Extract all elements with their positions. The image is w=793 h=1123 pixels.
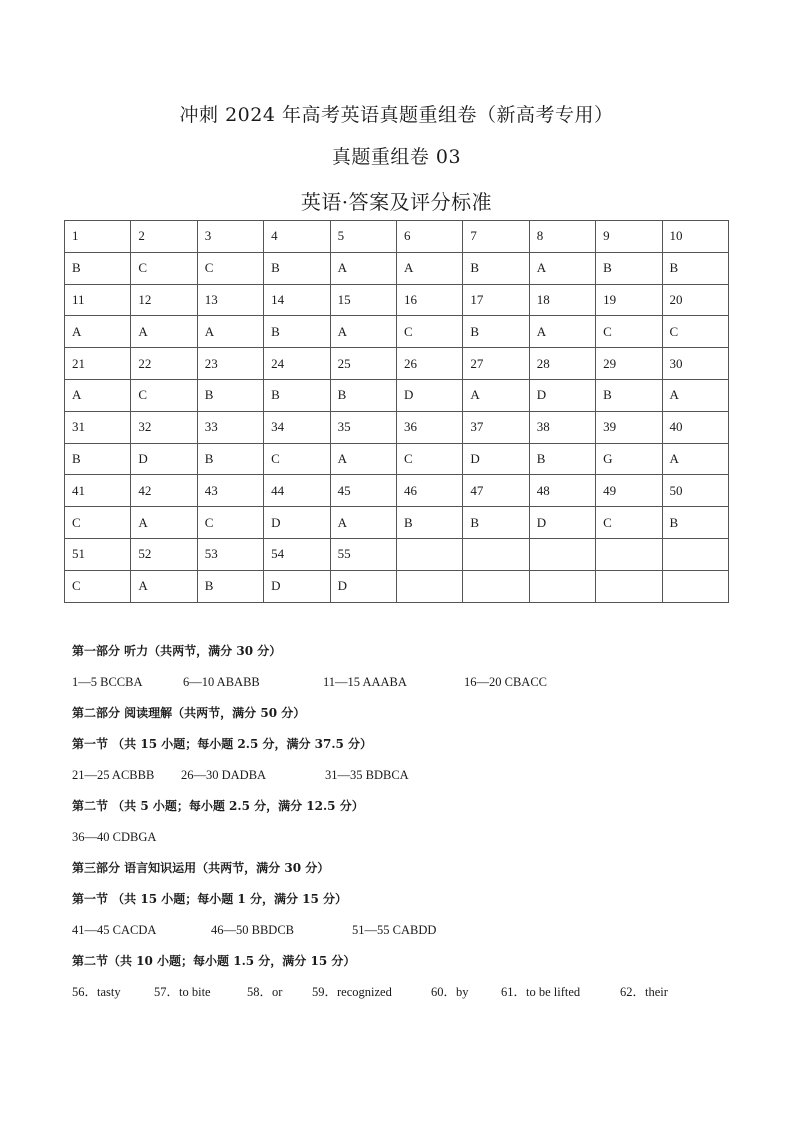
answer-group: 62．their xyxy=(620,985,668,999)
question-number-cell: 44 xyxy=(264,475,330,507)
answer-cell xyxy=(396,570,462,602)
part2-section2-heading: 第二节 （共 5 小题；每小题 2.5 分，满分 12.5 分） xyxy=(72,799,364,813)
question-number-cell xyxy=(396,538,462,570)
question-number-cell: 47 xyxy=(463,475,529,507)
answer-cell: A xyxy=(330,443,396,475)
answer-row xyxy=(65,570,729,602)
answer-group: 59．recognized xyxy=(312,985,392,999)
part3-section1-heading: 第一节 （共 15 小题；每小题 1 分，满分 15 分） xyxy=(72,892,347,906)
answer-cell: A xyxy=(131,570,197,602)
answer-cell: B xyxy=(197,443,263,475)
answer-group: 36—40 CDBGA xyxy=(72,830,157,844)
question-number-cell: 2 xyxy=(131,221,197,253)
answer-cell: A xyxy=(662,379,728,411)
answer-row xyxy=(65,252,729,284)
question-number-cell: 43 xyxy=(197,475,263,507)
question-number-cell: 39 xyxy=(596,411,662,443)
question-number-cell: 38 xyxy=(529,411,595,443)
document-subtitle: 真题重组卷 03 xyxy=(331,146,462,168)
answer-cell: B xyxy=(65,252,131,284)
answer-cell: A xyxy=(662,443,728,475)
answer-group: 6—10 ABABB xyxy=(183,675,260,689)
answer-group: 61．to be lifted xyxy=(501,985,581,999)
answer-cell: C xyxy=(596,316,662,348)
question-number-cell xyxy=(662,538,728,570)
answer-cell: B xyxy=(330,379,396,411)
answer-group: 51—55 CABDD xyxy=(352,923,437,937)
question-number-cell: 33 xyxy=(197,411,263,443)
question-number-cell: 13 xyxy=(197,284,263,316)
answer-cell: A xyxy=(529,316,595,348)
answer-cell: B xyxy=(463,316,529,348)
answer-group: 1—5 BCCBA xyxy=(72,675,143,689)
question-number-cell: 25 xyxy=(330,348,396,380)
question-number-cell: 29 xyxy=(596,348,662,380)
answer-cell: B xyxy=(596,379,662,411)
question-number-cell: 17 xyxy=(463,284,529,316)
question-number-cell: 19 xyxy=(596,284,662,316)
answer-cell: B xyxy=(529,443,595,475)
question-number-cell: 10 xyxy=(662,221,728,253)
answer-group: 11—15 AAABA xyxy=(323,675,407,689)
question-number-cell: 11 xyxy=(65,284,131,316)
part2-section1-heading: 第一节 （共 15 小题；每小题 2.5 分，满分 37.5 分） xyxy=(72,737,373,751)
question-number-cell: 6 xyxy=(396,221,462,253)
answer-cell: B xyxy=(396,507,462,539)
answer-cell xyxy=(529,570,595,602)
question-number-cell xyxy=(596,538,662,570)
question-number-cell: 31 xyxy=(65,411,131,443)
part2-heading: 第二部分 阅读理解（共两节，满分 50 分） xyxy=(72,706,306,720)
question-number-cell: 8 xyxy=(529,221,595,253)
question-number-cell: 37 xyxy=(463,411,529,443)
answer-group: 21—25 ACBBB xyxy=(72,768,155,782)
question-number-cell: 48 xyxy=(529,475,595,507)
answer-cell: C xyxy=(596,507,662,539)
answer-cell: D xyxy=(529,379,595,411)
answer-cell: D xyxy=(529,507,595,539)
answer-cell: A xyxy=(197,316,263,348)
question-number-cell: 51 xyxy=(65,538,131,570)
part3-section2-answers xyxy=(72,981,762,1012)
answer-cell: B xyxy=(264,252,330,284)
answer-key-heading: 英语·答案及评分标准 xyxy=(300,190,493,214)
question-number-row xyxy=(65,348,729,380)
part3-section2-heading: 第二节（共 10 小题；每小题 1.5 分，满分 15 分） xyxy=(72,954,356,968)
answer-row xyxy=(65,316,729,348)
question-number-cell: 46 xyxy=(396,475,462,507)
question-number-row xyxy=(65,475,729,507)
answer-group: 57．to bite xyxy=(154,985,211,999)
answer-cell: B xyxy=(264,316,330,348)
question-number-cell xyxy=(463,538,529,570)
part3-section1-answers xyxy=(72,919,762,950)
answer-cell xyxy=(463,570,529,602)
answer-cell: C xyxy=(197,252,263,284)
question-number-cell: 36 xyxy=(396,411,462,443)
answer-cell xyxy=(662,570,728,602)
answer-cell: A xyxy=(330,252,396,284)
answer-group: 60．by xyxy=(431,985,469,999)
answer-cell xyxy=(596,570,662,602)
answer-cell: C xyxy=(131,252,197,284)
answer-cell: D xyxy=(463,443,529,475)
question-number-cell: 21 xyxy=(65,348,131,380)
question-number-cell: 27 xyxy=(463,348,529,380)
answer-cell: A xyxy=(463,379,529,411)
answer-cell: B xyxy=(662,507,728,539)
answer-cell: C xyxy=(197,507,263,539)
answer-group: 31—35 BDBCA xyxy=(325,768,409,782)
answer-cell: B xyxy=(662,252,728,284)
question-number-cell: 14 xyxy=(264,284,330,316)
answer-cell: D xyxy=(131,443,197,475)
answer-cell: C xyxy=(396,316,462,348)
question-number-cell: 3 xyxy=(197,221,263,253)
answer-cell: C xyxy=(662,316,728,348)
question-number-cell: 22 xyxy=(131,348,197,380)
question-number-cell: 52 xyxy=(131,538,197,570)
answer-cell: B xyxy=(596,252,662,284)
answer-row xyxy=(65,443,729,475)
question-number-cell: 16 xyxy=(396,284,462,316)
answer-group: 26—30 DADBA xyxy=(181,768,267,782)
question-number-cell: 12 xyxy=(131,284,197,316)
question-number-row xyxy=(65,284,729,316)
question-number-cell: 54 xyxy=(264,538,330,570)
question-number-cell: 49 xyxy=(596,475,662,507)
answer-cell: A xyxy=(65,379,131,411)
question-number-cell: 18 xyxy=(529,284,595,316)
answer-cell: D xyxy=(330,570,396,602)
answer-cell: A xyxy=(396,252,462,284)
part3-heading: 第三部分 语言知识运用（共两节，满分 30 分） xyxy=(72,861,330,875)
answer-group: 46—50 BBDCB xyxy=(211,923,295,937)
question-number-row xyxy=(65,221,729,253)
question-number-cell: 20 xyxy=(662,284,728,316)
question-number-cell: 53 xyxy=(197,538,263,570)
question-number-cell: 35 xyxy=(330,411,396,443)
question-number-row xyxy=(65,538,729,570)
answer-cell: D xyxy=(396,379,462,411)
question-number-cell xyxy=(529,538,595,570)
question-number-row xyxy=(65,411,729,443)
answer-cell: C xyxy=(131,379,197,411)
question-number-cell: 28 xyxy=(529,348,595,380)
question-number-cell: 34 xyxy=(264,411,330,443)
answer-cell: B xyxy=(65,443,131,475)
question-number-cell: 55 xyxy=(330,538,396,570)
answer-cell: B xyxy=(463,252,529,284)
question-number-cell: 5 xyxy=(330,221,396,253)
answer-cell: A xyxy=(131,316,197,348)
part1-heading: 第一部分 听力（共两节，满分 30 分） xyxy=(72,644,282,658)
question-number-cell: 45 xyxy=(330,475,396,507)
answer-cell: D xyxy=(264,570,330,602)
answer-cell: B xyxy=(463,507,529,539)
answer-cell: A xyxy=(330,316,396,348)
answer-cell: B xyxy=(197,379,263,411)
part1-answers xyxy=(72,671,762,702)
question-number-cell: 40 xyxy=(662,411,728,443)
answer-cell: A xyxy=(330,507,396,539)
question-number-cell: 24 xyxy=(264,348,330,380)
answer-cell: A xyxy=(529,252,595,284)
answer-cell: G xyxy=(596,443,662,475)
part2-section1-answers xyxy=(72,764,762,795)
answer-group: 16—20 CBACC xyxy=(464,675,548,689)
question-number-cell: 42 xyxy=(131,475,197,507)
part2-section2-answers xyxy=(72,826,762,857)
document-title: 冲刺 2024 年高考英语真题重组卷（新高考专用） xyxy=(179,104,614,126)
question-number-cell: 4 xyxy=(264,221,330,253)
answer-cell: B xyxy=(264,379,330,411)
answer-group: 58．or xyxy=(247,985,283,999)
question-number-cell: 7 xyxy=(463,221,529,253)
answer-cell: C xyxy=(65,570,131,602)
question-number-cell: 30 xyxy=(662,348,728,380)
answer-cell: B xyxy=(197,570,263,602)
answer-cell: C xyxy=(264,443,330,475)
answer-cell: D xyxy=(264,507,330,539)
question-number-cell: 26 xyxy=(396,348,462,380)
scoring-sections xyxy=(72,640,762,1012)
answer-table xyxy=(64,220,729,603)
question-number-cell: 9 xyxy=(596,221,662,253)
answer-cell: A xyxy=(65,316,131,348)
question-number-cell: 23 xyxy=(197,348,263,380)
question-number-cell: 32 xyxy=(131,411,197,443)
answer-group: 41—45 CACDA xyxy=(72,923,157,937)
answer-row xyxy=(65,379,729,411)
question-number-cell: 1 xyxy=(65,221,131,253)
answer-row xyxy=(65,507,729,539)
answer-group: 56．tasty xyxy=(72,985,121,999)
question-number-cell: 15 xyxy=(330,284,396,316)
answer-cell: C xyxy=(65,507,131,539)
question-number-cell: 41 xyxy=(65,475,131,507)
question-number-cell: 50 xyxy=(662,475,728,507)
answer-cell: A xyxy=(131,507,197,539)
answer-cell: C xyxy=(396,443,462,475)
